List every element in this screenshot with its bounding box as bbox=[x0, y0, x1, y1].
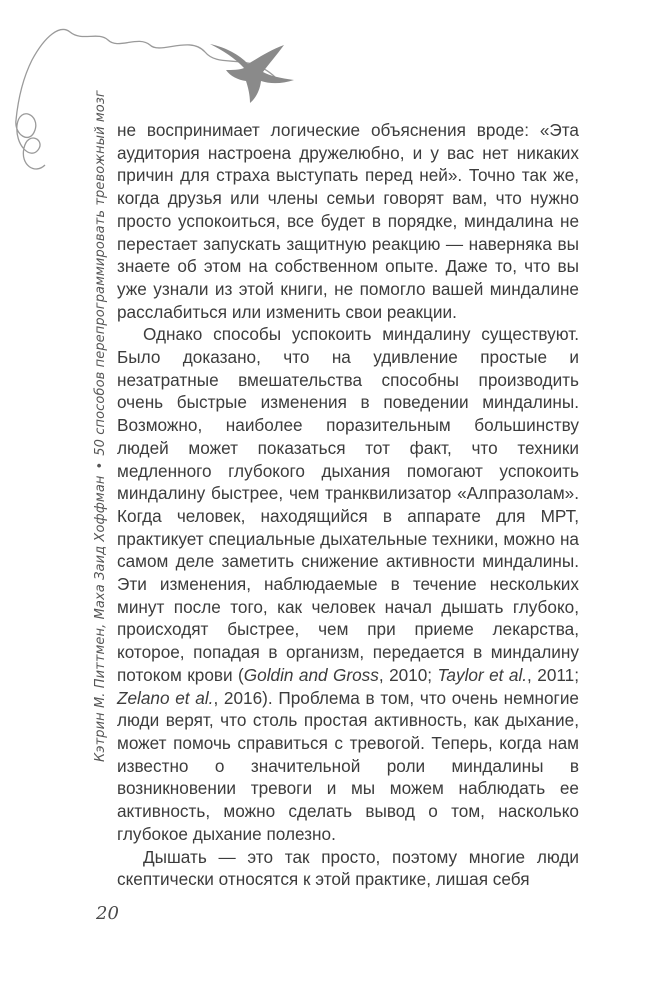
body-text bbox=[117, 119, 579, 891]
paragraph-3 bbox=[117, 846, 579, 891]
paragraph-2-text-b: , 2010; bbox=[378, 664, 438, 685]
paragraph-1-text: не воспринимает логические объяснения вроде: «Эта аудитория настроена дружелюбно, и у вас нет никаких причин для страха выступать перед ней». Точно так же, когда друзья или члены семьи говорят вам, что нужно просто успокоиться, все будет в порядке, миндалина не перестает запускать защитную реакцию — наверняка вы знаете об этом на собственном опыте. Даже то, что вы уже узнали из этой книги, не помогло вашей миндалине расслабиться или изменить свои реакции. bbox=[117, 120, 579, 322]
flying-bird-icon bbox=[210, 44, 294, 103]
paragraph-3-text: Дышать — это так просто, поэтому многие люди скептически относятся к этой практике, лишая себя bbox=[117, 846, 579, 890]
running-head-authors: Кэтрин М. Питтмен, Маха Заид Хоффман bbox=[93, 475, 108, 762]
citation-zelano: Zelano et al. bbox=[117, 687, 214, 708]
paragraph-2-text-d: , 2016). Проблема в том, что очень немногие люди верят, что столь простая активность, как дыхание, может помочь справиться с тревогой. Теперь, когда нам известно о значительной роли миндалины в возникновении тревоги и мы можем наблюдать ее активность, можно сделать вывод о том, насколько глубокое дыхание полезно. bbox=[117, 687, 579, 844]
paragraph-2 bbox=[117, 323, 579, 845]
page-number: 20 bbox=[96, 903, 119, 924]
running-head-separator: • bbox=[93, 461, 108, 470]
citation-goldin: Goldin and Gross bbox=[243, 664, 379, 685]
paragraph-2-text: Однако способы успокоить миндалину существуют. Было доказано, что на удивление простые и незатратные вмешательства способны производить очень быстрые изменения в поведении миндалины. Возможно, наиболее поразительным большинству людей может показаться тот факт, что техники медленного глубокого дыхания помогают успокоить миндалину быстрее, чем транквилизатор «Алпразолам». Когда человек, находящийся в аппарате для МРТ, практикует специальные дыхательные техники, можно на самом деле заметить снижение активности миндалины. Эти изменения, наблюдаемые в течение нескольких минут после того, как человек начал дышать глубоко, происходят быстрее, чем при приеме лекарства, которое, попадая в организм, передается в миндалину потоком крови ( bbox=[117, 324, 579, 685]
citation-taylor: Taylor et al. bbox=[437, 664, 528, 685]
paragraph-2-text-c: , 2011; bbox=[527, 664, 579, 685]
running-head bbox=[93, 90, 108, 762]
paragraph-1 bbox=[117, 119, 579, 323]
running-head-title: 50 способов перепрограммировать тревожный мозг bbox=[93, 90, 108, 456]
